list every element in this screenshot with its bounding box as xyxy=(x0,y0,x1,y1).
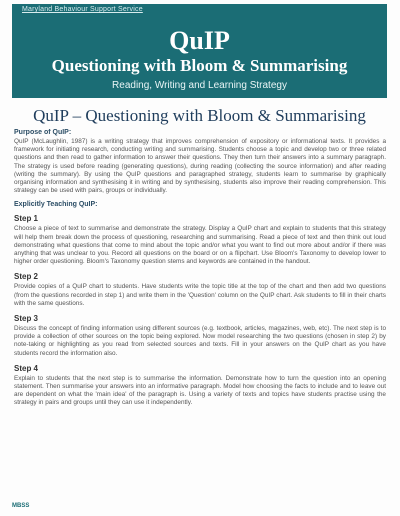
banner-subtitle: Questioning with Bloom & Summarising xyxy=(51,56,348,75)
document-title: QuIP – Questioning with Bloom & Summarising xyxy=(33,106,366,125)
explicit-teaching-heading: Explicitly Teaching QuIP: xyxy=(14,201,98,209)
footer-logo: MBSS xyxy=(12,503,30,509)
step-4-heading: Step 4 xyxy=(14,363,39,373)
step-3-heading: Step 3 xyxy=(14,314,39,324)
purpose-paragraph: QuIP (McLaughlin, 1987) is a writing strategy that improves comprehension of expository or informational texts. It provides a framework for initiating research, conducting writing and summarising. Students choose a topic and develop two or three related questions and then read to gather information to answer their questions. They then turn their answers into a summary paragraph. The strategy is used before reading (generating questions), during reading (collecting the source information) and after reading (writing the summary). By using the QuIP questions and paragraphed strategy, students learn to summarise by graphically organising information and synthesising it in writing and by synthesising, students also improve their reading comprehension. This strategy can be used with pairs, groups or individually. xyxy=(14,138,386,195)
purpose-heading: Purpose of QuIP: xyxy=(14,129,72,136)
step-3-paragraph: Discuss the concept of finding information using different sources (e.g. textbook, articles, magazines, web, etc). The next step is to provide a collection of other sources on the topic being explored. Now model researching the two questions (chosen in step 2) by note-taking or highlighting as you read from selected sources and texts. Fill in your answers on the QuIP chart as you have students record the information also. xyxy=(14,325,386,357)
banner-tagline: Reading, Writing and Learning Strategy xyxy=(112,80,287,91)
banner-title: QuIP xyxy=(169,26,230,55)
step-1-heading: Step 1 xyxy=(14,214,39,224)
service-name: Maryland Behaviour Support Service xyxy=(22,6,143,13)
step-4-paragraph: Explain to students that the next step is to summarise the information. Demonstrate how to turn the question into an opening statement. Then summarise your answers into an informative paragraph. Model how choosing the facts to include and to leave out are dependent on what the 'main idea' of the paragraph is. Using a variety of texts and topics have students practise using the strategy in pairs and groups until they can use it independently. xyxy=(14,374,386,407)
step-2-paragraph: Provide copies of a QuIP chart to students. Have students write the topic title at the top of the chart and then add two questions (from the questions recorded in step 1) and write them in the 'Question' column on the QuIP chart. Ask students to fill in their charts with the same questions. xyxy=(14,283,386,307)
header-banner xyxy=(12,4,387,98)
step-2-heading: Step 2 xyxy=(14,272,39,282)
document-body xyxy=(14,129,386,504)
step-1-paragraph: Choose a piece of text to summarise and demonstrate the strategy. Display a QuIP chart and explain to students that this strategy will help them break down the process of questioning, researching and summarising. Read a piece of text and then think out loud demonstrating what questions that come to mind about the topic and/or what you want to find out more about and/or if there was anything that was unclear to you. Record all questions on the board or on a flipchart. Use Bloom's Taxonomy to develop lower to higher order questioning. Bloom's Taxonomy question stems and keywords are contained in the handout. xyxy=(14,225,386,266)
